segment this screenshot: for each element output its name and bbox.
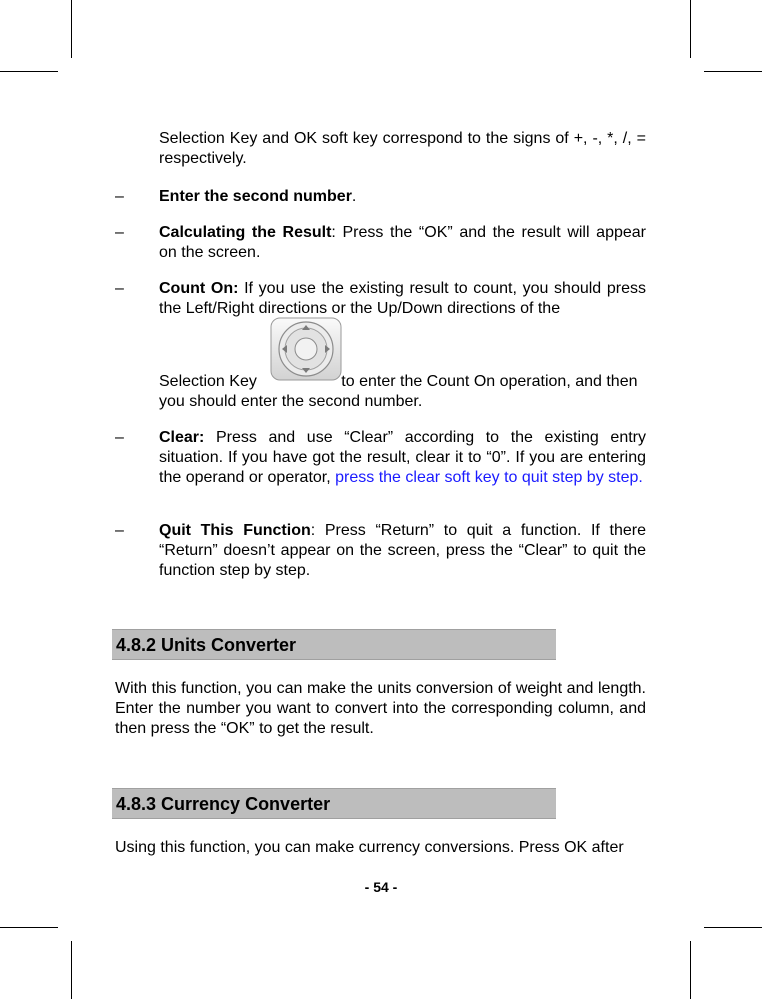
crop-mark-top-right-h — [704, 71, 762, 72]
item-title: Quit This Function — [159, 522, 311, 539]
currency-converter-body: Using this function, you can make currency conversions. Press OK after — [115, 839, 624, 856]
item-text: . — [351, 188, 357, 205]
crop-mark-top-right-v — [690, 0, 691, 58]
item-text: : Press the “OK” and the result will appear on the screen. — [159, 224, 646, 261]
item-quit-function — [159, 521, 646, 581]
item-calculating-result — [159, 223, 646, 263]
bullet-dash: – — [115, 280, 124, 297]
item-text: : Press “Return” to quit a function. If there “Return” doesn’t appear on the screen, press the “Clear” to quit the function step by step. — [159, 522, 647, 579]
item-text: Selection Key — [159, 373, 257, 390]
item-count-on — [159, 279, 646, 319]
crop-mark-top-left-h — [0, 71, 58, 72]
item-second-number — [159, 187, 646, 207]
item-count-on-continued — [159, 372, 646, 412]
section-heading-text: 4.8.2 Units Converter — [116, 635, 297, 655]
item-title: Count On: — [159, 280, 239, 297]
page-number: - 54 - — [364, 879, 398, 895]
section-heading-text: 4.8.3 Currency Converter — [116, 794, 331, 814]
item-text: to enter the Count On operation, and then you should enter the second number. — [159, 373, 638, 410]
crop-mark-bottom-right-h — [704, 927, 762, 928]
item-title: Clear: — [159, 429, 205, 446]
item-title: Enter the second number — [159, 188, 352, 205]
bullet-dash: – — [115, 224, 124, 241]
bullet-dash: – — [115, 188, 124, 205]
bullet-dash: – — [115, 429, 124, 446]
crop-mark-bottom-right-v — [690, 941, 691, 999]
item-clear — [159, 428, 646, 488]
item-title: Calculating the Result — [159, 224, 332, 241]
crop-mark-bottom-left-v — [71, 941, 72, 999]
crop-mark-top-left-v — [71, 0, 72, 58]
item-text: Press and use “Clear” according to the existing entry situation. If you have got the result, clear it to “0”. If you are entering the operand or operator, — [159, 429, 646, 486]
units-converter-body: With this function, you can make the units conversion of weight and length. Enter the number you want to convert into the corresponding column, and then press the “OK” to get the result. — [115, 680, 646, 737]
section-heading-units-converter — [112, 629, 556, 660]
intro-paragraph: Selection Key and OK soft key correspond to the signs of +, -, *, /, = respectively. — [159, 130, 646, 167]
bullet-dash: – — [115, 522, 124, 539]
section-heading-currency-converter — [112, 788, 556, 819]
item-text: If you use the existing result to count, you should press the Left/Right directions or the Up/Down directions of the — [159, 280, 647, 317]
crop-mark-bottom-left-h — [0, 927, 58, 928]
item-highlight-text: press the clear soft key to quit step by step. — [335, 469, 643, 486]
